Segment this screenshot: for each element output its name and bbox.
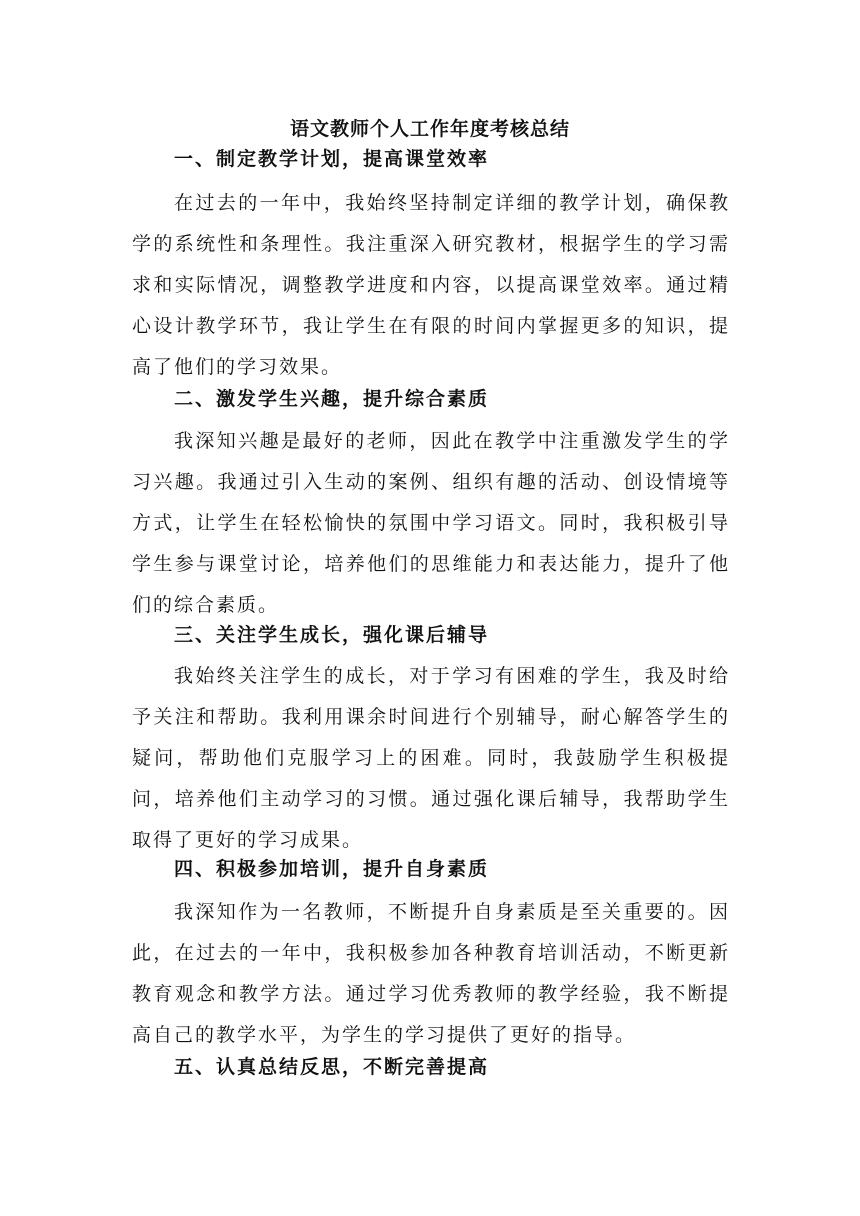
section-heading-1: 一、制定教学计划，提高课堂效率 <box>174 148 490 170</box>
section-heading-4: 四、积极参加培训，提升自身素质 <box>174 858 490 880</box>
section-body-3: 我始终关注学生的成长，对于学习有困难的学生，我及时给予关注和帮助。我利用课余时间进行个别辅导，耐心解答学生的疑问，帮助他们克服学习上的困难。同时，我鼓励学生积极提问，培养他们主动学习的习惯。通过强化课后辅导，我帮助学生取得了更好的学习成果。 <box>132 665 730 851</box>
section-heading-3: 三、关注学生成长，强化课后辅导 <box>174 624 490 646</box>
section-heading-2: 二、激发学生兴趣，提升综合素质 <box>174 388 490 410</box>
section-body-2: 我深知兴趣是最好的老师，因此在教学中注重激发学生的学习兴趣。我通过引入生动的案例、组织有趣的活动、创设情境等方式，让学生在轻松愉快的氛围中学习语文。同时，我积极引导学生参与课堂讨论，培养他们的思维能力和表达能力，提升了他们的综合素质。 <box>132 430 730 616</box>
document-title: 语文教师个人工作年度考核总结 <box>289 118 570 140</box>
section-body-4: 我深知作为一名教师，不断提升自身素质是至关重要的。因此，在过去的一年中，我积极参加各种教育培训活动，不断更新教育观念和教学方法。通过学习优秀教师的教学经验，我不断提高自己的教学水平，为学生的学习提供了更好的指导。 <box>132 901 730 1046</box>
section-body-1: 在过去的一年中，我始终坚持制定详细的教学计划，确保教学的系统性和条理性。我注重深入研究教材，根据学生的学习需求和实际情况，调整教学进度和内容，以提高课堂效率。通过精心设计教学环节，我让学生在有限的时间内掌握更多的知识，提高了他们的学习效果。 <box>132 192 730 378</box>
section-heading-5: 五、认真总结反思，不断完善提高 <box>174 1056 490 1078</box>
